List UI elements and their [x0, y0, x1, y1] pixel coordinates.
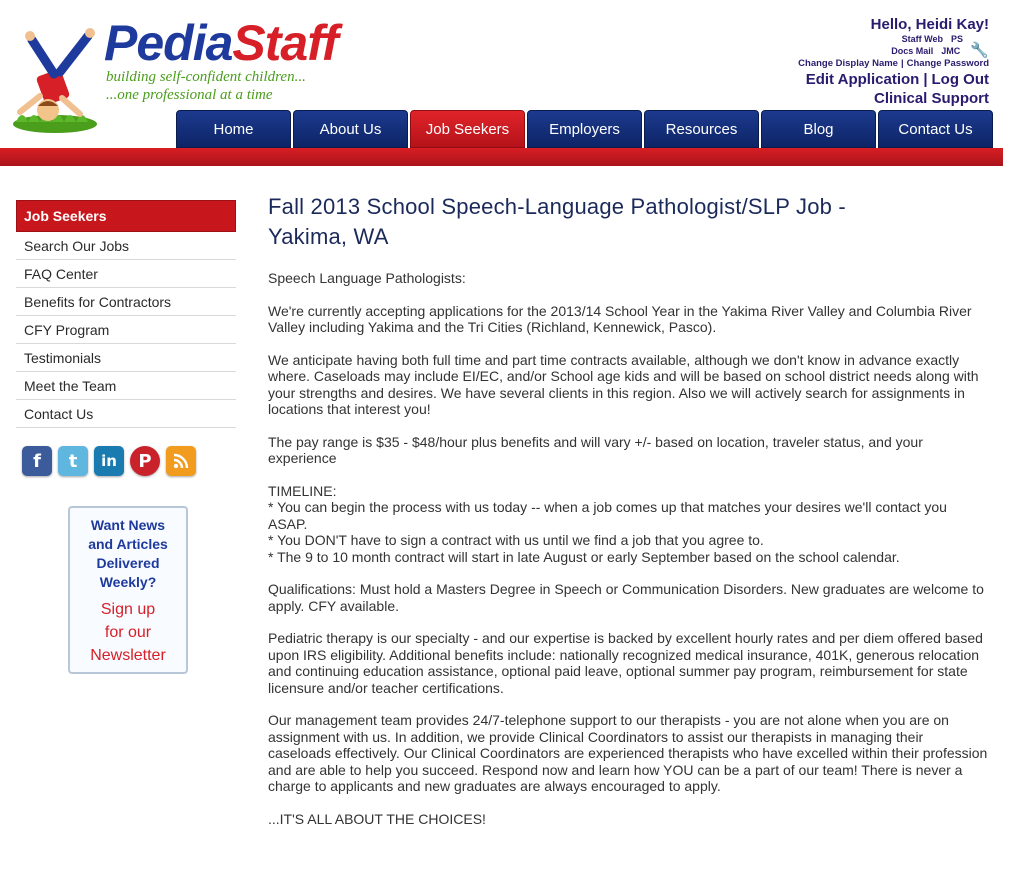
log-out-link[interactable]: Log Out [931, 71, 989, 88]
article-closing: ...IT'S ALL ABOUT THE CHOICES! [268, 810, 486, 827]
main-nav [176, 110, 993, 150]
timeline-section [268, 483, 988, 566]
newsletter-line-7[interactable]: Newsletter [90, 647, 166, 664]
newsletter-signup-box[interactable] [68, 506, 188, 674]
brand-logo[interactable] [104, 15, 338, 104]
article-paragraph-benefits: Pediatric therapy is our specialty - and our expertise is backed by excellent hourly rates and per diem offered based upon IRS eligibility. Additional benefits include: nationally recognized medical insurance, 401K, generous relocation and continuing education assistance, optional paid leave, optional summer pay program, reimbursement for state licensure and/or teacher certifications. [268, 630, 983, 696]
edit-application-link[interactable]: Edit Application [805, 71, 920, 88]
newsletter-line-6[interactable]: for our [104, 624, 152, 641]
docs-mail-link[interactable]: Docs Mail [891, 46, 934, 56]
sidebar-item-contact-us[interactable]: Contact Us [16, 400, 236, 428]
timeline-item-1: * You can begin the process with us today -- when a job comes up that matches your desires we'll contact you ASAP. [268, 499, 947, 532]
article-paragraph-support: Our management team provides 24/7-telephone support to our therapists - you are not alone when you are on assignment with us. In addition, we provide Clinical Coordinators to assist our therapists in managing their caseloads effectively. Our Clinical Coordinators are experienced therapists who have excelled within their profession and are able to help you succeed. Respond now and learn how YOU can be a part of our team! There is never a charge to applicants and new graduates are always encouraged to apply. [268, 712, 988, 794]
sidebar-item-testimonials[interactable]: Testimonials [16, 344, 236, 372]
change-display-name-link[interactable]: Change Display Name [798, 58, 898, 69]
newsletter-line-2: and Articles [88, 536, 168, 552]
newsletter-line-1: Want News [90, 517, 166, 533]
facebook-icon[interactable]: f [22, 446, 52, 476]
timeline-item-2: * You DON'T have to sign a contract with us until we find a job that you agree to. [268, 532, 764, 548]
sidebar-item-faq-center[interactable]: FAQ Center [16, 260, 236, 288]
article-intro: Speech Language Pathologists: [268, 270, 466, 286]
article-qualifications: Qualifications: Must hold a Masters Degree in Speech or Communication Disorders. New graduates are welcome to apply. CFY available. [268, 581, 984, 614]
pinterest-icon[interactable]: P [130, 446, 160, 476]
nav-tab-home[interactable]: Home [176, 110, 291, 148]
site-header [0, 0, 1013, 170]
header-divider-bar [0, 148, 1003, 166]
article-paragraph-3: The pay range is $35 - $48/hour plus benefits and will vary +/- based on location, traveler status, and your experience [268, 433, 923, 466]
article-paragraph-2: We anticipate having both full time and part time contracts available, although we don't know in advance exactly where. Caseloads may include EI/EC, and/or School age kids and will be based on school district needs along with your strengths and desires. We have several clients in this region. Also we will actively search for assignments in locations that interest you! [268, 351, 979, 417]
nav-tab-resources[interactable]: Resources [644, 110, 759, 148]
article-paragraph-1: We're currently accepting applications for the 2013/14 School Year in the Yakima River Valley and Columbia River Valley including Yakima and the Tri Cities (Richland, Kennewick, Pasco). [268, 302, 972, 335]
account-settings-links: Change Display Name | Change Password [798, 58, 989, 69]
linkedin-icon[interactable]: in [94, 446, 124, 476]
staff-web-link[interactable]: Staff Web [901, 34, 943, 44]
nav-tab-job-seekers[interactable]: Job Seekers [410, 110, 525, 148]
brand-name [104, 15, 338, 71]
tagline-line-2: ...one professional at a time [106, 87, 273, 103]
change-password-link[interactable]: Change Password [906, 58, 989, 69]
tagline-line-1: building self-confident children... [106, 69, 306, 85]
sidebar-item-cfy-program[interactable]: CFY Program [16, 316, 236, 344]
newsletter-line-4: Weekly? [99, 574, 157, 590]
cartwheel-kid-logo-icon[interactable] [10, 24, 100, 136]
sidebar-item-benefits-for-contractors[interactable]: Benefits for Contractors [16, 288, 236, 316]
nav-tab-blog[interactable]: Blog [761, 110, 876, 148]
nav-tab-contact-us[interactable]: Contact Us [878, 110, 993, 148]
job-article [268, 192, 988, 827]
quick-links [798, 33, 989, 57]
timeline-heading: TIMELINE: [268, 482, 337, 499]
page-title-line-2: Yakima, WA [268, 224, 389, 249]
jmc-link[interactable]: JMC [941, 46, 961, 56]
twitter-icon[interactable]: t [58, 446, 88, 476]
user-account-area [798, 16, 989, 107]
rss-icon[interactable] [166, 446, 196, 476]
brand-name-staff: Staff [232, 15, 338, 71]
wrench-icon[interactable]: 🔧 [970, 42, 989, 59]
sidebar-item-meet-the-team[interactable]: Meet the Team [16, 372, 236, 400]
page-title [268, 192, 988, 252]
clinical-support-link[interactable]: Clinical Support [873, 90, 989, 107]
newsletter-line-3: Delivered [96, 555, 160, 571]
brand-name-pedia: Pedia [104, 15, 233, 71]
account-actions: Edit Application | Log Out [805, 71, 989, 88]
ps-link[interactable]: PS [950, 34, 963, 44]
sidebar-item-search-our-jobs[interactable]: Search Our Jobs [16, 232, 236, 260]
nav-tab-employers[interactable]: Employers [527, 110, 642, 148]
newsletter-sign-up-link[interactable]: Sign up [100, 601, 156, 618]
page-title-line-1: Fall 2013 School Speech-Language Pathologist/SLP Job - [268, 194, 846, 219]
social-links [22, 446, 236, 476]
user-greeting: Hello, Heidi Kay! [870, 16, 989, 33]
timeline-item-3: * The 9 to 10 month contract will start in late August or early September based on the school calendar. [268, 548, 900, 565]
nav-tab-about-us[interactable]: About Us [293, 110, 408, 148]
sidebar [16, 200, 236, 674]
sidebar-header: Job Seekers [16, 200, 236, 232]
